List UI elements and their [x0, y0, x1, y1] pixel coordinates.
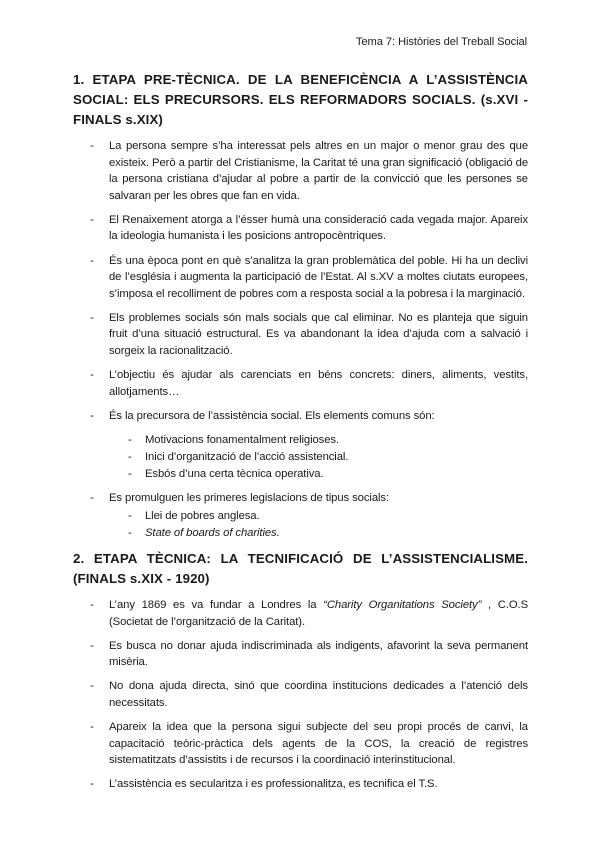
list-item: - Apareix la idea que la persona sigui subjecte del seu propi procés de canvi, la capacitació teòric-pràctica dels agents de la COS, la creació de registres sistematitzats d’assistits i de recursos i la coordinació interinstitucional.	[90, 721, 528, 767]
list-item: - Es busca no donar ajuda indiscriminada als indigents, afavorint la seva permanent misèria.	[90, 639, 528, 669]
bullet-dash: -	[90, 369, 94, 382]
list-item: - Els problemes socials són mals socials que cal eliminar. No es planteja que siguin fruit d’una situació estructural. Es va abandonant la idea d’ajuda com a salvació i sorgeix la racionalització.	[90, 311, 528, 358]
bullet-dash: -	[128, 451, 132, 463]
bullet-dash: -	[128, 467, 132, 480]
section-2-list	[73, 597, 528, 793]
sub-list-item: - Motivacions fonamentalment religioses.	[109, 432, 528, 449]
sub-list-item: - Llei de pobres anglesa.	[109, 508, 528, 525]
organization-name: “Charity Organitations Society”	[323, 598, 482, 611]
sub-list-item: - Esbós d’una certa tècnica operativa.	[109, 466, 528, 483]
bullet-dash: -	[90, 254, 94, 267]
list-item: - És la precursora de l’assistència social. Els elements comuns són: - Motivacions fonamentalment religioses. - Inici d’organització de l’acció assistencial. - Esbós d’una certa tècnica operativa.	[73, 408, 528, 482]
sub-list-item: - State of boards of charities.	[109, 525, 528, 542]
list-item: - El Renaixement atorga a l’ésser humà una consideració cada vegada major. Apareix la ideologia humanista i les posicions antropocèntriques.	[90, 213, 528, 243]
bullet-dash: -	[90, 778, 94, 791]
bullet-dash: -	[90, 140, 94, 152]
bullet-dash: -	[90, 639, 94, 652]
list-item: - La persona sempre s’ha interessat pels altres en un major o menor grau des que existeix. Però a partir del Cristianisme, la Caritat té una gran significació (obligació de la persona cristiana d’ajudar al pobre a partir de la convicció que les persones se salvaran per les obres que fan en vida.	[90, 140, 528, 202]
bullet-dash: -	[90, 598, 94, 611]
section-2-title: 2. ETAPA TÈCNICA: LA TECNIFICACIÓ DE L’ASSISTENCIALISME. (FINALS s.XIX - 1920)	[73, 550, 528, 586]
list-item: - És una època pont en què s’analitza la gran problemàtica del poble. Hi ha un declivi de l’església i augmenta la participació de l’Estat. Al s.XV a moltes ciutats europees, s’imposa el recolliment de pobres com a resposta social a la pobresa i la marginació.	[90, 254, 528, 300]
bullet-dash: -	[128, 434, 132, 447]
bullet-dash: -	[90, 311, 94, 324]
document-body	[73, 70, 528, 800]
list-item: - L’any 1869 es va fundar a Londres la “Charity Organitations Society” , C.O.S (Societat de l’organització de la Caritat).	[90, 598, 529, 628]
bullet-dash: -	[90, 409, 94, 422]
bullet-dash: -	[90, 680, 94, 693]
list-item: - Es promulguen les primeres legislacions de tipus socials: - Llei de pobres anglesa. - State of boards of charities.	[73, 490, 528, 542]
section-1-title: 1. ETAPA PRE-TÈCNICA. DE LA BENEFICÈNCIA A L’ASSISTÈNCIA SOCIAL: ELS PRECURSORS. ELS REFORMADORS SOCIALS. (s.XVI - FINALS s.XIX)	[73, 72, 528, 127]
sub-list	[109, 508, 528, 541]
bullet-dash: -	[90, 213, 94, 226]
page-header: Tema 7: Històries del Treball Social	[355, 36, 527, 48]
list-item: - L’assistència es secularitza i es professionalitza, es tecnifica el T.S.	[73, 776, 528, 793]
bullet-dash: -	[90, 721, 94, 734]
bullet-dash: -	[128, 510, 132, 523]
bullet-dash: -	[90, 491, 94, 504]
sub-list-item: - Inici d’organització de l’acció assistencial.	[109, 449, 528, 466]
list-item: - L’objectiu és ajudar als carenciats en béns concrets: diners, aliments, vestits, allotjaments…	[90, 369, 528, 398]
bullet-dash: -	[128, 526, 132, 539]
list-item: - No dona ajuda directa, sinó que coordina institucions dedicades a l’atenció dels necessitats.	[90, 680, 528, 709]
section-1-list	[73, 138, 528, 541]
sub-list	[109, 432, 528, 482]
